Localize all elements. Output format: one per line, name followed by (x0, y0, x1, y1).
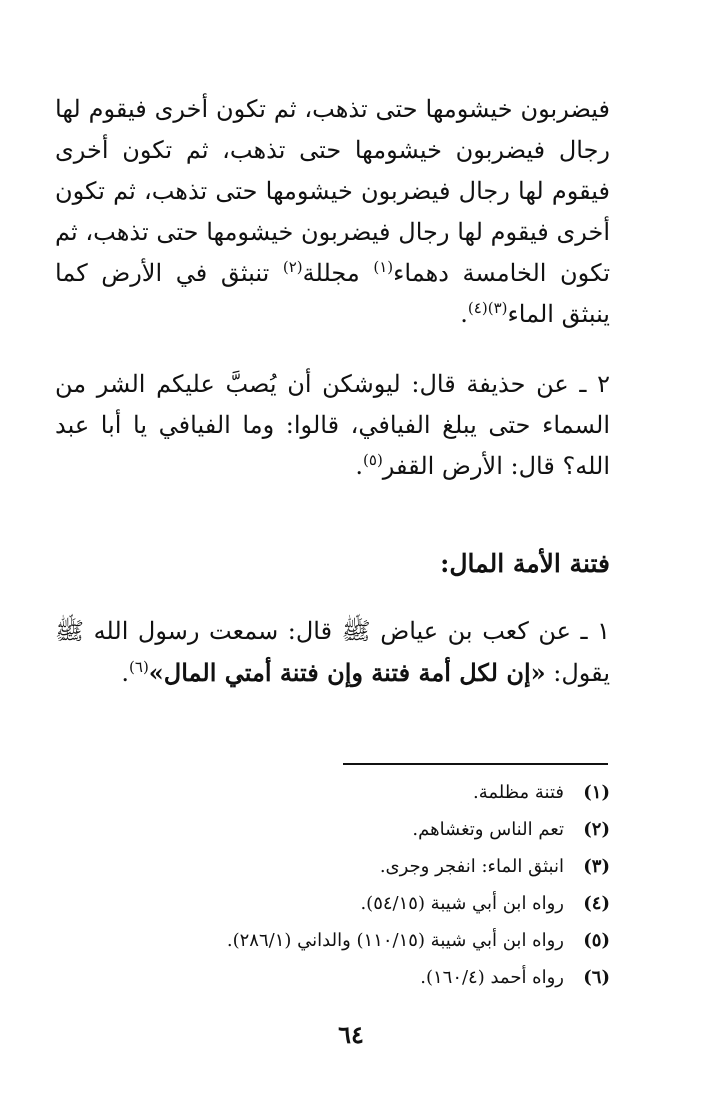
page-number: ٦٤ (338, 1020, 364, 1049)
paragraph-text: مجللة (302, 259, 374, 287)
footnote-number: (٥) (583, 930, 610, 951)
footnote-number: (٣) (583, 856, 610, 877)
footnote-item (50, 848, 610, 885)
footnote-ref-5: (٥) (363, 451, 383, 469)
footnote-text: رواه ابن أبي شيبة (٥٤/١٥). (360, 893, 564, 914)
paragraph-text: . (460, 300, 468, 328)
hadith-quote: «إن لكل أمة فتنة وإن فتنة أمتي المال» (148, 658, 546, 687)
footnote-number: (٢) (583, 819, 610, 840)
footnote-item (50, 885, 610, 922)
paragraph-hadith-2 (55, 364, 610, 487)
footnote-ref-6: (٦) (129, 658, 149, 676)
paragraph-hadith-1 (55, 611, 610, 694)
paragraph-text: . (121, 659, 130, 687)
section-heading: فتنة الأمة المال: (440, 549, 610, 578)
footnote-item (50, 774, 610, 811)
footnote-text: فتنة مظلمة. (473, 782, 564, 803)
footnotes-list (50, 774, 610, 996)
footnote-number: (٤) (583, 893, 610, 914)
footnote-text: رواه ابن أبي شيبة (١١٠/١٥) والداني (٢٨٦/١). (226, 930, 564, 951)
footnote-ref-1: (١) (373, 258, 394, 276)
paragraph-text: ٢ ـ عن حذيفة قال: ليوشكن أن يُصبَّ عليكم الشر من السماء حتى يبلغ الفيافي، قالوا: وما الفيافي يا أبا عبد الله؟ قال: الأرض القفر (55, 370, 610, 480)
footnote-number: (١) (583, 782, 610, 803)
footnote-item (50, 922, 610, 959)
footnote-text: انبثق الماء: انفجر وجرى. (379, 856, 564, 877)
paragraph-text: فيضربون خيشومها حتى تذهب، ثم تكون أخرى فيقوم لها رجال فيضربون خيشومها حتى تذهب، ثم تكون أخرى فيقوم لها رجال فيضربون خيشومها حتى تذهب، ثم تكون أخرى فيقوم لها رجال فيضربون خيشومها حتى تذهب، ثم تكون الخامسة دهماء (55, 95, 611, 287)
footnote-text: رواه أحمد (١٦٠/٤). (420, 967, 564, 988)
paragraph-text: . (355, 452, 364, 480)
footnote-ref-3-4: (٣)(٤) (467, 299, 508, 317)
footnote-divider (343, 763, 608, 765)
paragraph-hadith-continuation (55, 89, 610, 335)
footnote-ref-2: (٢) (282, 258, 303, 276)
footnote-text: تعم الناس وتغشاهم. (412, 819, 564, 840)
footnote-number: (٦) (583, 967, 610, 988)
footnote-item (50, 959, 610, 996)
paragraph-text: تنبثق في الأرض كما ينبثق الماء (55, 259, 610, 328)
footnote-item (50, 811, 610, 848)
paragraph-text: ١ ـ عن كعب بن عياض ﷺ قال: سمعت رسول الله ﷺ يقول: (55, 617, 610, 687)
